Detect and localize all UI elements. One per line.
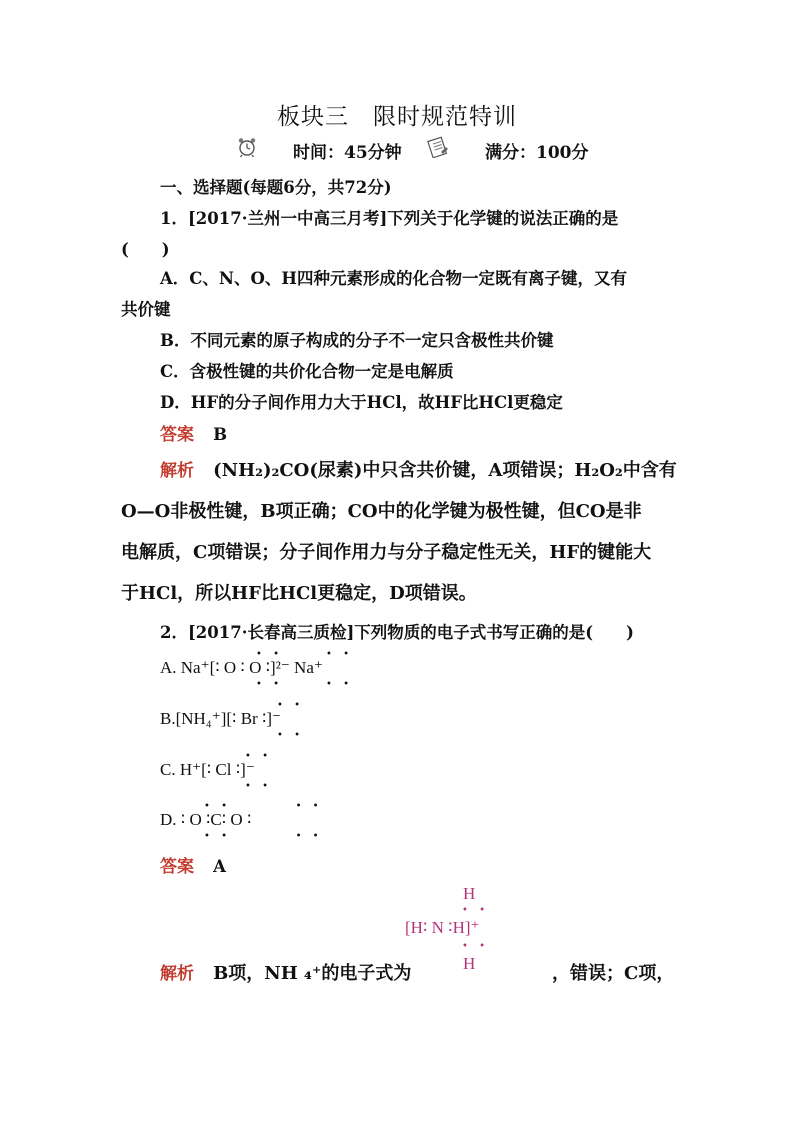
nh4-bottom-h: H bbox=[463, 954, 476, 973]
explain-text: B项，NH ₄⁺的电子式为 bbox=[213, 963, 412, 984]
q2-option-a: A. Na⁺[∶ O ∶ O ∶]²⁻ Na⁺ bbox=[160, 658, 323, 677]
q1-option-a-line1: A．C、N、O、H四种元素形成的化合物一定既有离子键，又有 bbox=[160, 269, 627, 288]
answer-label: 答案 bbox=[160, 425, 194, 445]
q1-explanation-line4: 于HCl，所以HF比HCl更稳定，D项错误。 bbox=[121, 583, 477, 604]
explain-label: 解析 bbox=[160, 461, 194, 481]
q1-explanation-line2: O—O非极性键，B项正确；CO中的化学键为极性键，但CO是非 bbox=[121, 501, 642, 522]
electron-dots: • • bbox=[462, 905, 489, 916]
q1-answer bbox=[160, 420, 227, 445]
electron-dots: • • bbox=[277, 700, 304, 711]
q2-explanation bbox=[160, 959, 411, 985]
q1-stem-line1: 1．[2017·兰州一中高三月考]下列关于化学键的说法正确的是 bbox=[160, 209, 619, 228]
electron-dots: • • • • bbox=[256, 649, 354, 660]
q1-option-b: B．不同元素的原子构成的分子不一定只含极性共价键 bbox=[160, 331, 554, 350]
q1-explanation-line3: 电解质，C项错误；分子间作用力与分子稳定性无关，HF的键能大 bbox=[121, 542, 652, 563]
electron-dots: • • bbox=[245, 781, 272, 792]
q1-explanation-line1 bbox=[160, 456, 677, 482]
alarm-clock-icon bbox=[236, 136, 258, 162]
electron-dots: • • • • bbox=[256, 679, 354, 690]
section-heading: 一、选择题(每题6分，共72分) bbox=[160, 178, 392, 197]
time-limit: 时间：45分钟 bbox=[293, 143, 402, 163]
q1-option-d: D．HF的分子间作用力大于HCl，故HF比HCl更稳定 bbox=[160, 393, 563, 412]
q2-stem: 2．[2017·长春高三质检]下列物质的电子式书写正确的是( ) bbox=[160, 623, 634, 642]
electron-dots: • • • • bbox=[204, 831, 323, 842]
q1-option-a-line2: 共价键 bbox=[121, 300, 171, 319]
q1-option-c: C．含极性键的共价化合物一定是电解质 bbox=[160, 362, 454, 381]
electron-dots: • • • • bbox=[204, 801, 323, 812]
q2-answer bbox=[160, 852, 226, 877]
answer-value: B bbox=[213, 425, 228, 444]
q2-option-d: D. ∶ O ∶C∶ O ∶ bbox=[160, 810, 252, 829]
full-score: 满分：100分 bbox=[485, 143, 589, 163]
answer-value: A bbox=[213, 857, 226, 876]
page-title: 板块三 限时规范特训 bbox=[277, 104, 517, 130]
q1-stem-line2: ( ) bbox=[121, 240, 170, 259]
explain-label: 解析 bbox=[160, 964, 194, 984]
q2-explanation-end: ，错误；C项， bbox=[552, 963, 675, 984]
nh4-formula: [H∶ N ∶H]⁺ bbox=[405, 918, 480, 937]
electron-dots: • • bbox=[277, 730, 304, 741]
q2-option-b: B.[NH₄⁺][∶ Br ∶]⁻ bbox=[160, 709, 282, 728]
electron-dots: • • bbox=[245, 751, 272, 762]
answer-label: 答案 bbox=[160, 857, 194, 877]
q2-option-c: C. H⁺[∶ Cl ∶]⁻ bbox=[160, 760, 255, 779]
nh4-top-h: H bbox=[463, 884, 476, 903]
exam-paper-icon bbox=[426, 136, 450, 162]
electron-dots: • • bbox=[462, 941, 489, 952]
explain-text: (NH₂)₂CO(尿素)中只含共价键，A项错误；H₂O₂中含有 bbox=[213, 460, 677, 481]
